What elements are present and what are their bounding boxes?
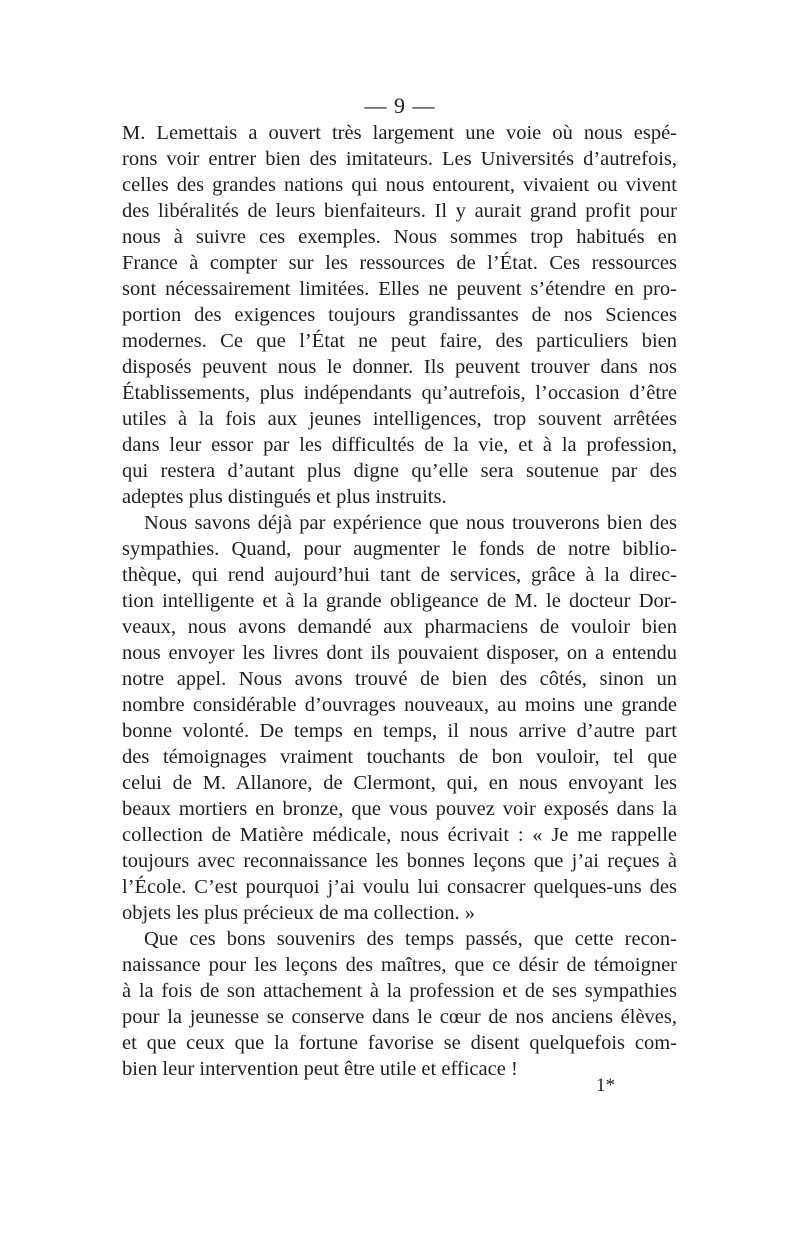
text-line: portion des exigences toujours grandissantes de nos Sciences [122,304,677,326]
text-line: dans leur essor par les difficultés de la vie, et à la profession, [122,434,677,456]
text-line: notre appel. Nous avons trouvé de bien des côtés, sinon un [122,668,677,690]
text-line: naissance pour les leçons des maîtres, que ce désir de témoigner [122,954,677,976]
text-line: collection de Matière médicale, nous écrivait : « Je me rappelle [122,824,677,846]
text-line: à la fois de son attachement à la profession et de ses sympathies [122,980,677,1002]
text-line: Établissements, plus indépendants qu’autrefois, l’occasion d’être [122,382,677,404]
body-text [122,120,677,1082]
text-line: sont nécessairement limitées. Elles ne peuvent s’étendre en pro- [122,278,677,300]
text-line: modernes. Ce que l’État ne peut faire, des particuliers bien [122,330,677,352]
page-number: — 9 — [364,93,436,118]
text-line: beaux mortiers en bronze, que vous pouvez voir exposés dans la [122,798,677,820]
text-line: des libéralités de leurs bienfaiteurs. Il y aurait grand profit pour [122,200,677,222]
text-line: adeptes plus distingués et plus instruits. [122,486,447,508]
text-line: nous envoyer les livres dont ils pouvaient disposer, on a entendu [122,642,677,664]
text-line: celui de M. Allanore, de Clermont, qui, en nous envoyant les [122,772,677,794]
text-line: nombre considérable d’ouvrages nouveaux, au moins une grande [122,694,677,716]
text-line: France à compter sur les ressources de l’État. Ces ressources [122,252,677,274]
paragraph [122,926,677,1082]
text-line: l’École. C’est pourquoi j’ai voulu lui consacrer quelques-uns des [122,876,677,898]
text-line: celles des grandes nations qui nous entourent, vivaient ou vivent [122,174,677,196]
text-line: utiles à la fois aux jeunes intelligences, trop souvent arrêtées [122,408,677,430]
text-line: et que ceux que la fortune favorise se disent quelquefois com- [122,1032,677,1054]
text-line: toujours avec reconnaissance les bonnes leçons que j’ai reçues à [122,850,677,872]
text-line: objets les plus précieux de ma collection. » [122,902,475,924]
text-line: veaux, nous avons demandé aux pharmaciens de vouloir bien [122,616,677,638]
text-line: nous à suivre ces exemples. Nous sommes trop habitués en [122,226,677,248]
text-line: qui restera d’autant plus digne qu’elle sera soutenue par des [122,460,677,482]
text-line: bien leur intervention peut être utile et efficace ! [122,1058,518,1080]
text-line: pour la jeunesse se conserve dans le cœur de nos anciens élèves, [122,1006,677,1028]
text-line: Que ces bons souvenirs des temps passés, que cette recon- [144,928,677,950]
text-line: des témoignages vraiment touchants de bon vouloir, tel que [122,746,677,768]
paragraph [122,510,677,926]
text-line: M. Lemettais a ouvert très largement une voie où nous espé- [122,122,677,144]
text-line: thèque, qui rend aujourd’hui tant de services, grâce à la direc- [122,564,677,586]
signature-mark: 1* [596,1075,615,1096]
text-line: tion intelligente et à la grande obligeance de M. le docteur Dor- [122,590,677,612]
text-line: rons voir entrer bien des imitateurs. Les Universités d’autrefois, [122,148,677,170]
text-line: sympathies. Quand, pour augmenter le fonds de notre biblio- [122,538,677,560]
text-line: Nous savons déjà par expérience que nous trouverons bien des [144,512,677,534]
paragraph [122,120,677,510]
text-line: bonne volonté. De temps en temps, il nous arrive d’autre part [122,720,677,742]
text-line: disposés peuvent nous le donner. Ils peuvent trouver dans nos [122,356,677,378]
